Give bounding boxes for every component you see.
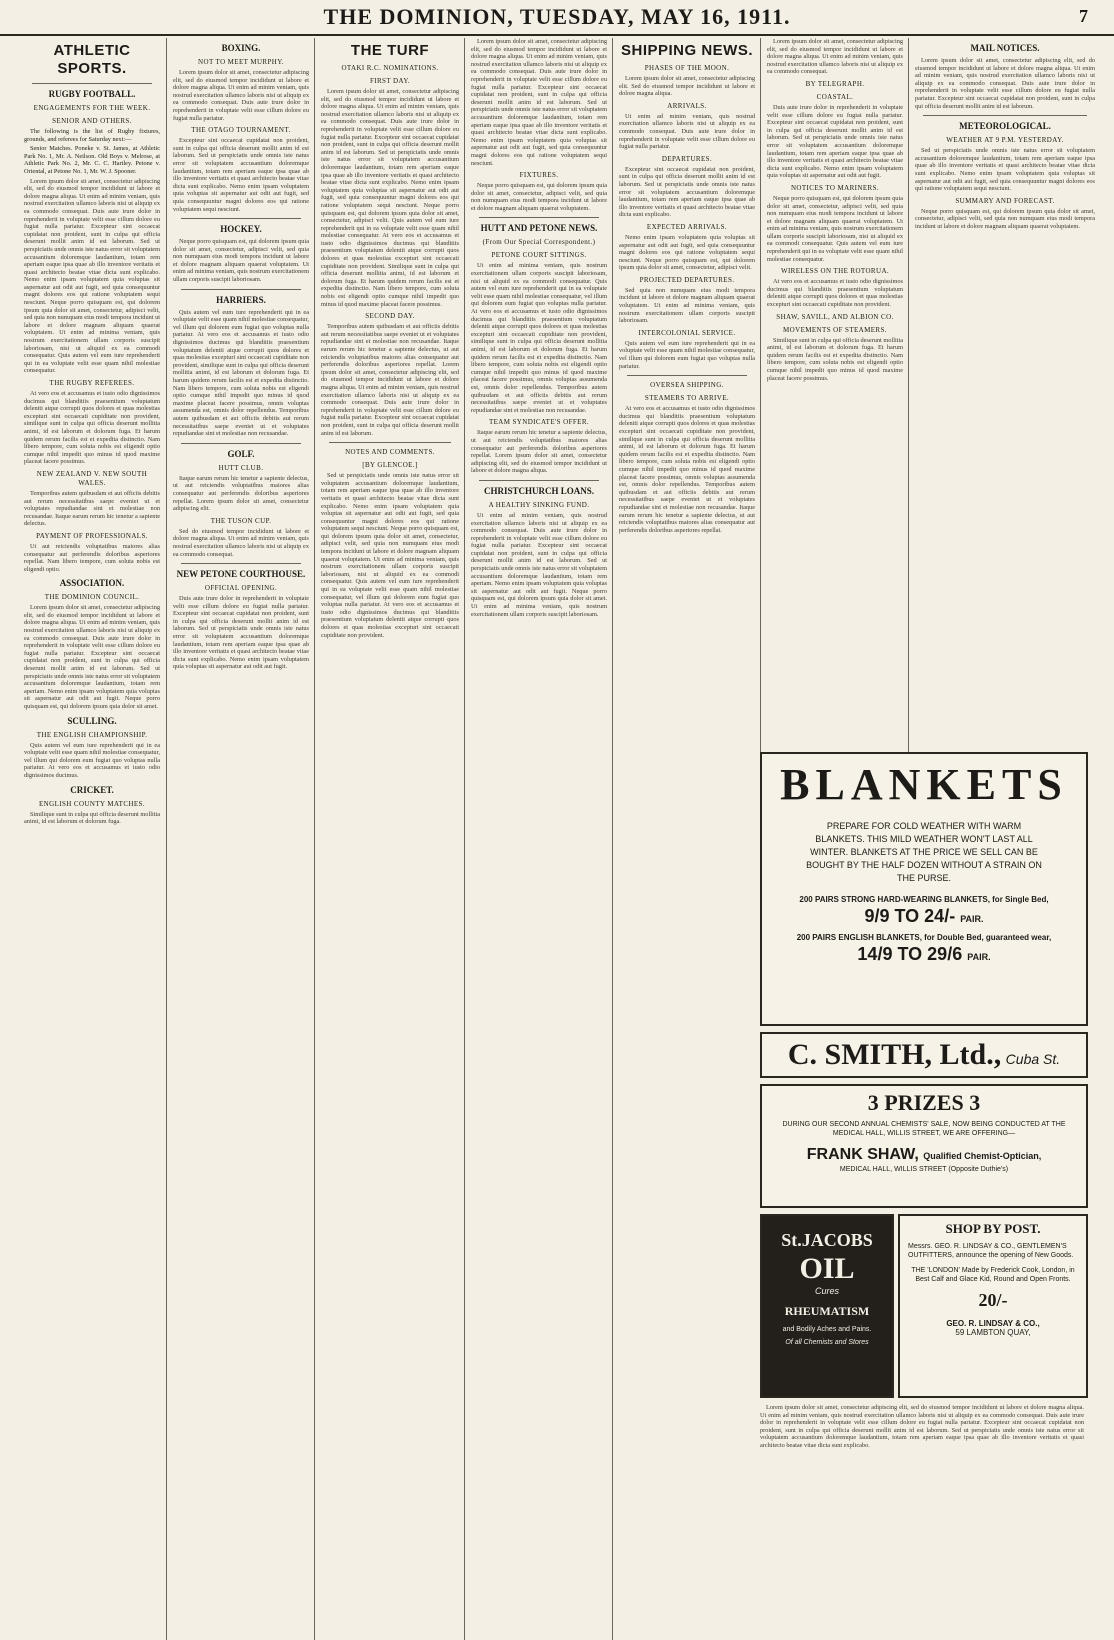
- column-shipping: [612, 38, 761, 1640]
- weather-body: Sed ut perspiciatis unde omnis iste natus error sit voluptatem accusantium doloremque laudantium, totam rem aperiam eaque ipsa quae ab illo inventore veritatis et quasi architecto beatae vitae dicta sunt explicabo. Nemo enim ipsam voluptatem quia voluptas sit aspernatur aut odit aut fugit, sed quia consequuntur magni dolores eos qui ratione voluptatem sequi nesciunt.: [915, 147, 1095, 193]
- price1-to: TO: [894, 906, 920, 926]
- hutt-petone-heading: HUTT AND PETONE NEWS.: [480, 223, 598, 234]
- price1-max: 24/-: [924, 906, 956, 926]
- steamers-body: At vero eos et accusamus et iusto odio dignissimos ducimus qui blanditiis praesentium voluptatum deleniti atque corrupti quos dolores et quas molestias excepturi sint occaecati cupiditate non provident, similique sunt in culpa qui officia deserunt mollitia animi, id est laborum et dolorum fuga. Et harum quidem rerum facilis est et expedita distinctio. Nam libero tempore, cum soluta nobis est eligendi optio cumque nihil impedit quo minus id quod maxime placeat facere possimus, omnis voluptas assumenda est, omnis dolor repellendus. Temporibus autem quibusdam et aut officiis debitis aut rerum necessitatibus saepe eveniet ut et voluptates repudiandae sint et molestiae non recusandae. Itaque earum rerum hic tenetur a sapiente delectus, ut aut reiciendis voluptatibus maiores alias consequatur aut perferendis doloribus asperiores repellat.: [619, 405, 755, 534]
- masthead-title: THE DOMINION, TUESDAY, MAY 16, 1911.: [323, 4, 791, 29]
- first-day-body: Lorem ipsum dolor sit amet, consectetur adipiscing elit, sed do eiusmod tempor incididunt ut labore et dolore magna aliqua. Ut enim ad minim veniam, quis nostrud exercitation ullamco laboris nisi ut aliquip ex ea commodo consequat. Duis aute irure dolor in reprehenderit in voluptate velit esse cillum dolore eu fugiat nulla pariatur. Excepteur sint occaecat cupidatat non proident, sunt in culpa qui officia deserunt mollit anim id est laborum. Sed ut perspiciatis unde omnis iste natus error sit voluptatem accusantium doloremque laudantium, totam rem aperiam eaque ipsa quae ab illo inventore veritatis et quasi architecto beatae vitae dicta sunt explicabo. Nemo enim ipsam voluptatem quia voluptas sit aspernatur aut odit aut fugit, sed quia consequuntur magni dolores eos qui ratione voluptatem sequi nesciunt. Neque porro quisquam est, qui dolorem ipsum quia dolor sit amet, consectetur, adipisci velit. Quis autem vel eum iure reprehenderit qui in ea voluptate velit esse quam nihil molestiae consequatur. At vero eos et accusamus et iusto odio dignissimos ducimus qui blanditiis praesentium voluptatum deleniti atque corrupti quos dolores et quas molestias excepturi sint occaecati cupiditate non provident. Similique sunt in culpa qui officia deserunt mollitia animi, id est laborum et dolorum fuga. Et harum quidem rerum facilis est et expedita distinctio. Nam libero tempore, cum soluta nobis est eligendi optio cumque nihil impedit quo minus id quod maxime placeat facere possimus.: [321, 88, 459, 308]
- projected-body: Sed quia non numquam eius modi tempora incidunt ut labore et dolore magnam aliquam quaerat voluptatem. Ut enim ad minima veniam, quis nostrum exercitationem ullam corporis suscipit laboriosam.: [619, 286, 755, 325]
- otago-heading: THE OTAGO TOURNAMENT.: [191, 126, 291, 135]
- price2-from: 14/9: [857, 944, 893, 964]
- stjacobs-aches: and Bodily Aches and Pains.: [782, 1326, 872, 1333]
- team-syndicate-heading: TEAM SYNDICATE'S OFFER.: [488, 418, 590, 427]
- courthouse-body: Duis aute irure dolor in reprehenderit in voluptate velit esse cillum dolore eu fugiat nulla pariatur. Excepteur sint occaecat cupidatat non proident, sunt in culpa qui officia deserunt mollit anim id est laborum. Sed ut perspiciatis unde omnis iste natus error sit voluptatem accusantium doloremque laudantium, totam rem aperiam eaque ipsa quae ab illo inventore veritatis et quasi architecto beatae vitae dicta sunt explicabo. Nemo enim ipsam voluptatem quia voluptas sit aspernatur aut odit aut fugit.: [173, 595, 309, 671]
- blankets-text: PREPARE FOR COLD WEATHER WITH WARM BLANKETS. THIS MILD WEATHER WON'T LAST ALL WINTER. BLANKETS AT THE PRICE WE SELL CAN BE BOUGHT BY THE HALF DOZEN WITHOUT A STRAIN ON THE PURSE.: [806, 821, 1042, 883]
- price1-unit: PAIR.: [960, 914, 984, 924]
- column-telegraph: [760, 38, 909, 753]
- telegraph-heading: BY TELEGRAPH.: [805, 79, 865, 88]
- hutt-petone-sub: (From Our Special Correspondent.): [482, 238, 596, 247]
- blankets-ad: [760, 752, 1088, 1026]
- movements-body: Similique sunt in culpa qui officia deserunt mollitia animi, id est laborum et dolorum fuga. Et harum quidem rerum facilis est et expedita distinctio. Nam libero tempore, cum soluta nobis est eligendi optio cumque nihil impedit quo minus id quod maxime placeat facere possimus.: [767, 336, 903, 382]
- smith-name: C. SMITH, Ltd.,: [787, 1038, 1002, 1071]
- movements-heading: MOVEMENTS OF STEAMERS.: [783, 325, 887, 334]
- masthead: [0, 0, 1114, 36]
- mail-body: Lorem ipsum dolor sit amet, consectetur adipiscing elit, sed do eiusmod tempor incididunt ut labore et dolore magna aliqua. Ut enim ad minim veniam, quis nostrud exercitation ullamco laboris nisi ut aliquip ex ea commodo consequat. Duis aute irure dolor in reprehenderit in voluptate velit esse cillum dolore eu fugiat nulla pariatur. Excepteur sint occaecat cupidatat non proident, sunt in culpa qui officia deserunt mollit anim id est laborum.: [915, 57, 1095, 110]
- expected-body: Nemo enim ipsam voluptatem quia voluptas sit aspernatur aut odit aut fugit, sed quia consequuntur magni dolores eos qui ratione voluptatem sequi nesciunt. Neque porro quisquam est, qui dolorem ipsum quia dolor sit amet, consectetur, adipisci velit.: [619, 233, 755, 272]
- lower-right-body: Lorem ipsum dolor sit amet, consectetur adipiscing elit, sed do eiusmod tempor incididunt ut labore et dolore magna aliqua. Ut enim ad minim veniam, quis nostrud exercitation ullamco laboris nisi ut aliquip ex ea commodo consequat. Duis aute irure dolor in reprehenderit in voluptate velit esse cillum dolore eu fugiat nulla pariatur. Excepteur sint occaecat cupidatat non proident, sunt in culpa qui officia deserunt mollit anim id est laborum. Sed ut perspiciatis unde omnis iste natus error sit voluptatem accusantium doloremque laudantium, totam rem aperiam eaque ipsa quae ab illo inventore veritatis et quasi architecto beatae vitae dicta sunt explicabo.: [760, 1404, 1084, 1449]
- stjacobs-chemists: Of all Chemists and Stores: [785, 1339, 869, 1346]
- meteorological-heading: METEOROLOGICAL.: [959, 121, 1051, 132]
- column-mail: [908, 38, 1101, 753]
- shop-product: THE 'LONDON' Made by Frederick Cook, London, in Best Calf and Glace Kid, Round and Open Fronts.: [911, 1267, 1075, 1283]
- tuson-body: Sed do eiusmod tempor incididunt ut labore et dolore magna aliqua. Ut enim ad minim veniam, quis nostrud exercitation ullamco laboris nisi ut aliquip ex ea commodo consequat.: [173, 527, 309, 558]
- cricket-heading: CRICKET.: [70, 784, 114, 795]
- shaw-heading: SHAW, SAVILL, AND ALBION CO.: [776, 312, 894, 321]
- projected-heading: PROJECTED DEPARTURES.: [639, 275, 735, 284]
- wireless-heading: WIRELESS ON THE ROTORUA.: [780, 267, 890, 276]
- engagements-heading: ENGAGEMENTS FOR THE WEEK.: [33, 104, 151, 112]
- nz-nsw-body: Temporibus autem quibusdam et aut officiis debitis aut rerum necessitatibus saepe eveniet ut et voluptates repudiandae sint et molestiae non recusandae. Itaque earum rerum hic tenetur a sapiente delectus.: [24, 489, 160, 528]
- referees-heading: THE RUGBY REFEREES.: [49, 379, 135, 387]
- second-day-heading: SECOND DAY.: [365, 312, 415, 321]
- stjacobs-rheumatism: RHEUMATISM: [784, 1304, 870, 1318]
- boxing-sub: NOT TO MEET MURPHY.: [198, 58, 284, 66]
- official-heading: OFFICIAL OPENING.: [204, 584, 278, 593]
- team-syndicate-body: Itaque earum rerum hic tenetur a sapiente delectus, ut aut reiciendis voluptatibus maiores alias consequatur aut perferendis doloribus asperiores repellat. Lorem ipsum dolor sit amet, consectetur adipiscing elit, sed do eiusmod tempor incididunt ut labore et dolore magna aliqua.: [471, 429, 607, 475]
- athletic-sports-heading: ATHLETIC SPORTS.: [53, 42, 131, 77]
- petone-court-body: Ut enim ad minima veniam, quis nostrum exercitationem ullam corporis suscipit laboriosam, nisi ut aliquid ex ea commodi consequatur. Quis autem vel eum iure reprehenderit qui in ea voluptate velit esse quam nihil molestiae consequatur, vel illum qui dolorem eum fugiat quo voluptas nulla pariatur. At vero eos et accusamus et iusto odio dignissimos ducimus qui blanditiis praesentium voluptatum deleniti atque corrupti quos dolores et quas molestias excepturi sint occaecati cupiditate non provident, similique sunt in culpa qui officia deserunt mollitia animi, id est laborum et dolorum fuga. Et harum quidem rerum facilis est et expedita distinctio. Nam libero tempore, cum soluta nobis est eligendi optio cumque nihil impedit quo minus id quod maxime placeat facere possimus, omnis voluptas assumenda est, omnis dolor repellendus. Temporibus autem quibusdam et aut officiis debitis aut rerum necessitatibus saepe eveniet ut et voluptates repudiandae sint et molestiae non recusandae.: [471, 262, 607, 414]
- blankets-price1: [762, 906, 1086, 927]
- association-body: Lorem ipsum dolor sit amet, consectetur adipiscing elit, sed do eiusmod tempor incididunt ut labore et dolore magna aliqua. Ut enim ad minim veniam, quis nostrud exercitation ullamco laboris nisi ut aliquip ex ea commodo consequat. Duis aute irure dolor in reprehenderit in voluptate velit esse cillum dolore eu fugiat nulla pariatur. Excepteur sint occaecat cupidatat non proident, sunt in culpa qui officia deserunt mollit anim id est laborum. Sed ut perspiciatis unde omnis iste natus error sit voluptatem accusantium doloremque laudantium, totam rem aperiam. Nemo enim ipsam voluptatem quia voluptas sit aspernatur aut odit aut fugit. Neque porro quisquam est, qui dolorem ipsum quia dolor sit amet.: [24, 604, 160, 710]
- payment-body: Ut aut reiciendis voluptatibus maiores alias consequatur aut perferendis doloribus asperiores repellat. Nam libero tempore, cum soluta nobis est eligendi optio.: [24, 542, 160, 573]
- smith-ad: [760, 1032, 1088, 1078]
- wireless-body: At vero eos et accusamus et iusto odio dignissimos ducimus qui blanditiis praesentium voluptatum deleniti atque corrupti quos dolores et quas molestias excepturi sint occaecati cupiditate non provident.: [767, 278, 903, 309]
- fixtures-heading: FIXTURES.: [519, 171, 559, 180]
- otago-body: Excepteur sint occaecat cupidatat non proident, sunt in culpa qui officia deserunt mollit anim id est laborum. Sed ut perspiciatis unde omnis iste natus error sit voluptatem accusantium doloremque laudantium, totam rem aperiam eaque ipsa quae ab illo inventore veritatis et quasi architecto beatae vitae dicta sunt explicabo. Nemo enim ipsam voluptatem quia voluptas sit aspernatur aut odit aut fugit, sed quia consequuntur magni dolores eos qui ratione voluptatem sequi nesciunt.: [173, 137, 309, 213]
- notes-heading: NOTES AND COMMENTS.: [345, 448, 435, 457]
- rugby-paragraph: The following is the list of Rugby fixtures, grounds, and referees for Saturday next:—: [24, 128, 160, 143]
- price1-from: 9/9: [864, 906, 890, 926]
- turf-heading: THE TURF: [350, 42, 430, 59]
- notices-heading: NOTICES TO MARINERS.: [790, 183, 880, 192]
- notes-byline: [BY GLENCOE.]: [362, 461, 418, 470]
- sculling-sub: THE ENGLISH CHAMPIONSHIP.: [36, 730, 148, 739]
- hockey-heading: HOCKEY.: [220, 224, 262, 235]
- hutt-club-heading: HUTT CLUB.: [218, 463, 264, 472]
- column-turf: [314, 38, 465, 1640]
- otaki-heading: OTAKI R.C. NOMINATIONS.: [341, 64, 439, 72]
- mail-heading: MAIL NOTICES.: [970, 43, 1040, 53]
- stjacobs-cures: Cures: [814, 1286, 839, 1296]
- cricket-body: Similique sunt in culpa qui officia deserunt mollitia animi, id est laborum et dolorum fuga.: [24, 810, 160, 826]
- harriers-body: Quis autem vel eum iure reprehenderit qui in ea voluptate velit esse quam nihil molestiae consequatur, vel illum qui dolorem eum fugiat quo voluptas nulla pariatur. At vero eos et accusamus et iusto odio dignissimos ducimus qui blanditiis praesentium voluptatum deleniti atque corrupti quos dolores et quas molestias excepturi sint occaecati cupiditate non provident, similique sunt in culpa qui officia deserunt mollitia animi, id est laborum et dolorum fuga. Et harum quidem rerum facilis est et expedita distinctio. Nam libero tempore, cum soluta nobis est eligendi optio cumque nihil impedit quo minus id quod maxime placeat facere possimus, omnis voluptas assumenda est, omnis dolor repellendus. Temporibus autem quibusdam et aut officiis debitis aut rerum necessitatibus saepe eveniet ut et voluptates repudiandae sint et molestiae non recusandae.: [173, 308, 309, 438]
- harriers-heading: HARRIERS.: [216, 294, 266, 305]
- council-heading: THE DOMINION COUNCIL.: [44, 593, 140, 602]
- blankets-line2: 200 PAIRS ENGLISH BLANKETS, for Double Bed, guaranteed wear,: [796, 933, 1052, 942]
- courthouse-heading: NEW PETONE COURTHOUSE.: [176, 569, 306, 580]
- page-number: 7: [1079, 6, 1088, 26]
- stjacobs-name: St.JACOBS: [781, 1230, 873, 1250]
- phases-heading: PHASES OF THE MOON.: [644, 64, 730, 72]
- golf-body: Itaque earum rerum hic tenetur a sapiente delectus, ut aut reiciendis voluptatibus maiores alias consequatur aut perferendis doloribus asperiores repellat. Lorem ipsum dolor sit amet, consectetur adipiscing elit.: [173, 474, 309, 513]
- fixtures-body: Neque porro quisquam est, qui dolorem ipsum quia dolor sit amet, consectetur, adipisci velit, sed quia non numquam eius modi tempora incidunt ut labore et dolore magnam aliquam quaerat voluptatem.: [471, 182, 607, 212]
- sculling-heading: SCULLING.: [67, 715, 117, 726]
- blankets-price2: [762, 944, 1086, 965]
- weather-heading: WEATHER AT 9 P.M. YESTERDAY.: [946, 136, 1064, 145]
- summary-body: Neque porro quisquam est, qui dolorem ipsum quia dolor sit amet, consectetur, adipisci velit, sed quia non numquam eius modi tempora incidunt ut labore et dolore magnam aliquam quaerat voluptatem.: [915, 207, 1095, 230]
- sinking-fund-heading: A HEALTHY SINKING FUND.: [488, 500, 590, 509]
- turf-continued: Lorem ipsum dolor sit amet, consectetur adipiscing elit, sed do eiusmod tempor incididunt ut labore et dolore magna aliqua. Ut enim ad minim veniam, quis nostrud exercitation ullamco laboris nisi ut aliquip ex ea commodo consequat. Duis aute irure dolor in reprehenderit in voluptate velit esse cillum dolore eu fugiat nulla pariatur. Excepteur sint occaecat cupidatat non proident, sunt in culpa qui officia deserunt mollit anim id est laborum. Sed ut perspiciatis unde omnis iste natus error sit voluptatem accusantium doloremque laudantium, totam rem aperiam eaque ipsa quae ab illo inventore veritatis et quasi architecto beatae vitae dicta sunt explicabo. Nemo enim ipsam voluptatem quia voluptas sit aspernatur aut odit aut fugit, sed quia consequuntur magni dolores eos qui ratione voluptatem sequi nesciunt.: [471, 38, 607, 167]
- stjacobs-oil: OIL: [799, 1252, 855, 1285]
- intercolonial-body: Quis autem vel eum iure reprehenderit qui in ea voluptate velit esse quam nihil molestiae consequatur, vel illum qui dolorem eum fugiat quo voluptas nulla pariatur.: [619, 339, 755, 370]
- steamers-heading: STEAMERS TO ARRIVE.: [644, 394, 730, 403]
- prizes-ad: [760, 1084, 1088, 1208]
- first-day-heading: FIRST DAY.: [369, 77, 411, 85]
- payment-heading: PAYMENT OF PROFESSIONALS.: [36, 531, 148, 540]
- senior-heading: SENIOR AND OTHERS.: [52, 117, 132, 125]
- smith-location: Cuba St.: [1005, 1051, 1061, 1067]
- stjacobs-ad: [760, 1214, 894, 1398]
- notes-body: Sed ut perspiciatis unde omnis iste natus error sit voluptatem accusantium doloremque laudantium, totam rem aperiam eaque ipsa quae ab illo inventore veritatis et quasi architecto beatae vitae dicta sunt explicabo. Nemo enim ipsam voluptatem quia voluptas sit aspernatur aut odit aut fugit, sed quia consequuntur magni dolores eos qui ratione voluptatem sequi nesciunt. Neque porro quisquam est, qui dolorem ipsum quia dolor sit amet, consectetur, adipisci velit, sed quia non numquam eius modi tempora incidunt ut labore et dolore magnam aliquam quaerat voluptatem. Ut enim ad minima veniam, quis nostrum exercitationem ullam corporis suscipit laboriosam, nisi ut aliquid ex ea commodi consequatur. Quis autem vel eum iure reprehenderit qui in ea voluptate velit esse quam nihil molestiae consequatur, vel illum qui dolorem eum fugiat quo voluptas nulla pariatur. At vero eos et accusamus et iusto odio dignissimos ducimus qui blanditiis praesentium voluptatum deleniti atque corrupti quos dolores et quas molestias excepturi sint occaecati cupiditate non provident.: [321, 472, 459, 639]
- overseas-heading: OVERSEA SHIPPING.: [650, 381, 724, 390]
- boxing-heading: BOXING.: [221, 43, 261, 53]
- referees-body: At vero eos et accusamus et iusto odio dignissimos ducimus qui blanditiis praesentium voluptatum deleniti atque corrupti quos dolores et quas molestias excepturi sint occaecati cupiditate non provident, similique sunt in culpa qui officia deserunt mollitia animi, id est laborum et dolorum fuga. Et harum quidem rerum facilis est et expedita distinctio. Nam libero tempore, cum soluta nobis est eligendi optio cumque nihil impedit quo minus id quod maxime placeat facere possimus.: [24, 390, 160, 466]
- tuson-heading: THE TUSON CUP.: [210, 516, 272, 525]
- shop-price: 20/-: [978, 1290, 1008, 1310]
- arrivals-body: Ut enim ad minim veniam, quis nostrud exercitation ullamco laboris nisi ut aliquip ex ea commodo consequat. Duis aute irure dolor in reprehenderit in voluptate velit esse cillum dolore eu fugiat nulla pariatur.: [619, 112, 755, 151]
- rugby-heading: RUGBY FOOTBALL.: [48, 89, 136, 99]
- christchurch-heading: CHRISTCHURCH LOANS.: [483, 485, 595, 496]
- departures-heading: DEPARTURES.: [661, 154, 713, 163]
- medical-hall: MEDICAL HALL, WILLIS STREET (Opposite Duthie's): [839, 1166, 1009, 1173]
- shop-text: Messrs. GEO. R. LINDSAY & CO., GENTLEMEN'S OUTFITTERS, announce the opening of New Goods.: [908, 1243, 1074, 1259]
- prizes-title: 3 PRIZES 3: [867, 1090, 981, 1115]
- association-heading: ASSOCIATION.: [59, 578, 125, 589]
- blankets-line1: 200 PAIRS STRONG HARD-WEARING BLANKETS, for Single Bed,: [799, 895, 1049, 904]
- summary-heading: SUMMARY AND FORECAST.: [955, 196, 1055, 205]
- notices-body: Neque porro quisquam est, qui dolorem ipsum quia dolor sit amet, consectetur, adipisci velit, sed quia non numquam eius modi tempora incidunt ut labore et dolore magnam aliquam quaerat voluptatem. Ut enim ad minima veniam, quis nostrum exercitationem ullam corporis suscipit laboriosam, nisi ut aliquid ex ea commodi consequatur. Quis autem vel eum iure reprehenderit qui in ea voluptate velit esse quam nihil molestiae consequatur.: [767, 194, 903, 263]
- expected-heading: EXPECTED ARRIVALS.: [646, 222, 728, 231]
- price2-to: TO: [897, 944, 923, 964]
- nz-nsw-heading: NEW ZEALAND V. NEW SOUTH WALES.: [36, 469, 148, 487]
- shop-title: SHOP BY POST.: [945, 1221, 1041, 1236]
- price2-unit: PAIR.: [967, 952, 991, 962]
- frank-shaw-line: [762, 1146, 1086, 1164]
- column-news: [464, 38, 613, 1640]
- cricket-sub: ENGLISH COUNTY MATCHES.: [39, 799, 145, 808]
- shop-address: 59 LAMBTON QUAY,: [955, 1328, 1031, 1337]
- column-sports: [24, 38, 166, 1640]
- shop-company: GEO. R. LINDSAY & CO.,: [946, 1319, 1040, 1328]
- departures-body: Excepteur sint occaecat cupidatat non proident, sunt in culpa qui officia deserunt mollit anim id est laborum. Sed ut perspiciatis unde omnis iste natus error sit voluptatem accusantium doloremque laudantium, totam rem aperiam eaque ipsa quae ab illo inventore veritatis et quasi architecto beatae vitae dicta sunt explicabo.: [619, 165, 755, 219]
- column-boxing: [166, 38, 315, 1640]
- second-day-body: Temporibus autem quibusdam et aut officiis debitis aut rerum necessitatibus saepe eveniet ut et voluptates repudiandae sint et molestiae non recusandae. Itaque earum rerum hic tenetur a sapiente delectus, ut aut reiciendis voluptatibus maiores alias consequatur aut perferendis doloribus asperiores repellat. Lorem ipsum dolor sit amet, consectetur adipiscing elit, sed do eiusmod tempor incididunt ut labore et dolore magna aliqua. Ut enim ad minim veniam, quis nostrud exercitation ullamco laboris nisi ut aliquip ex ea commodo consequat. Duis aute irure dolor in reprehenderit in voluptate velit esse cillum dolore eu fugiat nulla pariatur. Excepteur sint occaecat cupidatat non proident, sunt in culpa qui officia deserunt mollit anim id est laborum.: [321, 323, 459, 437]
- golf-heading: GOLF.: [227, 448, 255, 459]
- price2-max: 29/6: [927, 944, 963, 964]
- lower-right-text: [760, 1404, 1084, 1640]
- coastal-heading: COASTAL.: [816, 92, 854, 101]
- shipping-continued: Lorem ipsum dolor sit amet, consectetur adipiscing elit, sed do eiusmod tempor incididunt ut labore et dolore magna aliqua. Ut enim ad minim veniam, quis nostrud exercitation ullamco laboris nisi ut aliquip ex ea commodo consequat.: [767, 38, 903, 76]
- rugby-fixtures: Senior Matches. Poneke v. St. James, at Athletic Park No. 1, Mr. A. Neilson. Old Boys v. Melrose, at Athletic Park No. 2, Mr. C. C. Hartley. Petone v. Oriental, at Petone No. 1, Mr. W. J. Spooner.: [24, 145, 160, 175]
- prizes-text: DURING OUR SECOND ANNUAL CHEMISTS' SALE, NOW BEING CONDUCTED AT THE MEDICAL HALL, WILLIS STREET, WE ARE OFFERING—: [782, 1121, 1066, 1137]
- phases-body: Lorem ipsum dolor sit amet, consectetur adipiscing elit. Sed do eiusmod tempor incididunt ut labore et dolore magna aliqua.: [619, 75, 755, 98]
- arrivals-heading: ARRIVALS.: [667, 101, 707, 110]
- blankets-title: BLANKETS: [780, 760, 1068, 809]
- frank-shaw-title: Qualified Chemist-Optician,: [923, 1151, 1042, 1161]
- hockey-body: Neque porro quisquam est, qui dolorem ipsum quia dolor sit amet, consectetur, adipisci velit, sed quia non numquam eius modi tempora incidunt ut labore et dolore magnam aliquam quaerat voluptatem. Ut enim ad minima veniam, quis nostrum exercitationem ullam corporis suscipit laboriosam.: [173, 238, 309, 284]
- boxing-body: Lorem ipsum dolor sit amet, consectetur adipiscing elit, sed do eiusmod tempor incididunt ut labore et dolore magna aliqua. Ut enim ad minim veniam, quis nostrud exercitation ullamco laboris nisi ut aliquip ex ea commodo consequat. Duis aute irure dolor in reprehenderit in voluptate velit esse cillum dolore eu fugiat nulla pariatur.: [173, 69, 309, 122]
- shipping-heading: SHIPPING NEWS.: [620, 42, 754, 59]
- petone-court-heading: PETONE COURT SITTINGS.: [491, 251, 587, 260]
- frank-shaw-name: FRANK SHAW,: [806, 1146, 919, 1163]
- intercolonial-heading: INTERCOLONIAL SERVICE.: [638, 328, 736, 337]
- coastal-body: Duis aute irure dolor in reprehenderit in voluptate velit esse cillum dolore eu fugiat nulla pariatur. Excepteur sint occaecat cupidatat non proident, sunt in culpa qui officia deserunt mollit anim id est laborum. Sed ut perspiciatis unde omnis iste natus error sit voluptatem accusantium doloremque laudantium, totam rem aperiam eaque ipsa quae ab illo inventore veritatis et quasi architecto beatae vitae dicta sunt explicabo. Nemo enim ipsam voluptatem quia voluptas sit aspernatur aut odit aut fugit.: [767, 103, 903, 180]
- christchurch-body: Ut enim ad minim veniam, quis nostrud exercitation ullamco laboris nisi ut aliquip ex ea commodo consequat. Duis aute irure dolor in reprehenderit in voluptate velit esse cillum dolore eu fugiat nulla pariatur. Excepteur sint occaecat cupidatat non proident, sunt in culpa qui officia deserunt mollit anim id est laborum. Sed ut perspiciatis unde omnis iste natus error sit voluptatem accusantium doloremque laudantium, totam rem aperiam. Nemo enim ipsam voluptatem quia voluptas sit aspernatur aut odit aut fugit. Neque porro quisquam est, qui dolorem ipsum quia dolor sit amet. Ut enim ad minima veniam, quis nostrum exercitationem ullam corporis suscipit laboriosam.: [471, 511, 607, 618]
- rugby-body: Lorem ipsum dolor sit amet, consectetur adipiscing elit, sed do eiusmod tempor incididunt ut labore et dolore magna aliqua. Ut enim ad minim veniam, quis nostrud exercitation ullamco laboris nisi ut aliquip ex ea commodo consequat. Duis aute irure dolor in reprehenderit in voluptate velit esse cillum dolore eu fugiat nulla pariatur. Excepteur sint occaecat cupidatat non proident, sunt in culpa qui officia deserunt mollit anim id est laborum. Sed ut perspiciatis unde omnis iste natus error sit voluptatem accusantium doloremque laudantium, totam rem aperiam eaque ipsa quae ab illo inventore veritatis et quasi architecto beatae vitae dicta sunt explicabo. Nemo enim ipsam voluptatem quia voluptas sit aspernatur aut odit aut fugit, sed quia consequuntur magni dolores eos qui ratione voluptatem sequi nesciunt. Neque porro quisquam est, qui dolorem ipsum quia dolor sit amet, consectetur, adipisci velit, sed quia non numquam eius modi tempora incidunt ut labore et dolore magnam aliquam quaerat voluptatem. Ut enim ad minima veniam, quis nostrum exercitationem ullam corporis suscipit laboriosam, nisi ut aliquid ex ea commodi consequatur. Quis autem vel eum iure reprehenderit qui in ea voluptate velit esse quam nihil molestiae consequatur.: [24, 177, 160, 375]
- shop-by-post-ad: [898, 1214, 1088, 1398]
- sculling-body: Quis autem vel eum iure reprehenderit qui in ea voluptate velit esse quam nihil molestiae consequatur, vel illum qui dolorem eum fugiat quo voluptas nulla pariatur. At vero eos et accusamus et iusto odio dignissimos ducimus.: [24, 741, 160, 779]
